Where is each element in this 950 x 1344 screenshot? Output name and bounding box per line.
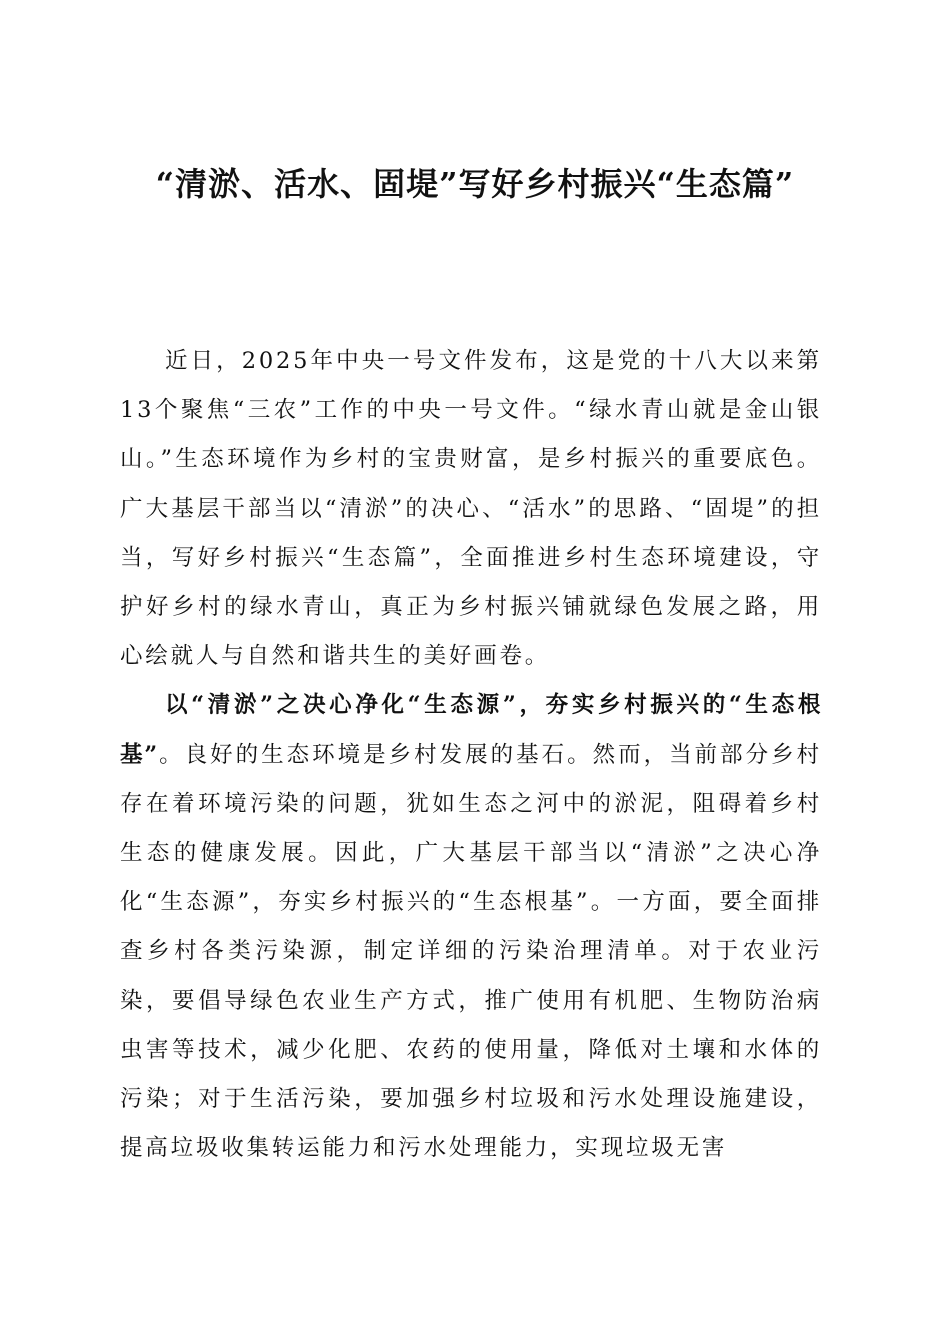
- document-title: “清淤、活水、固堤”写好乡村振兴“生态篇”: [155, 165, 795, 203]
- paragraph-section-one: [120, 681, 822, 1173]
- paragraph-intro: [120, 337, 822, 681]
- paragraph-text: 近日，2025年中央一号文件发布，这是党的十八大以来第13个聚焦“三农”工作的中央一号文件。“绿水青山就是金山银山。”生态环境作为乡村的宝贵财富，是乡村振兴的重要底色。广大基层干部当以“清淤”的决心、“活水”的思路、“固堤”的担当，写好乡村振兴“生态篇”，全面推进乡村生态环境建设，守护好乡村的绿水青山，真正为乡村振兴铺就绿色发展之路，用心绘就人与自然和谐共生的美好画卷。: [120, 348, 822, 670]
- section-heading: 以“清淤”之决心净化“生态源”，夯实乡村振兴的“生态根基”: [120, 692, 822, 768]
- paragraph-text: 。良好的生态环境是乡村发展的基石。然而，当前部分乡村存在着环境污染的问题，犹如生态之河中的淤泥，阻碍着乡村生态的健康发展。因此，广大基层干部当以“清淤”之决心净化“生态源”，夯实乡村振兴的“生态根基”。一方面，要全面排查乡村各类污染源，制定详细的污染治理清单。对于农业污染，要倡导绿色农业生产方式，推广使用有机肥、生物防治病虫害等技术，减少化肥、农药的使用量，降低对土壤和水体的污染；对于生活污染，要加强乡村垃圾和污水处理设施建设，提高垃圾收集转运能力和污水处理能力，实现垃圾无害: [120, 741, 822, 1162]
- document-body: [120, 337, 822, 1173]
